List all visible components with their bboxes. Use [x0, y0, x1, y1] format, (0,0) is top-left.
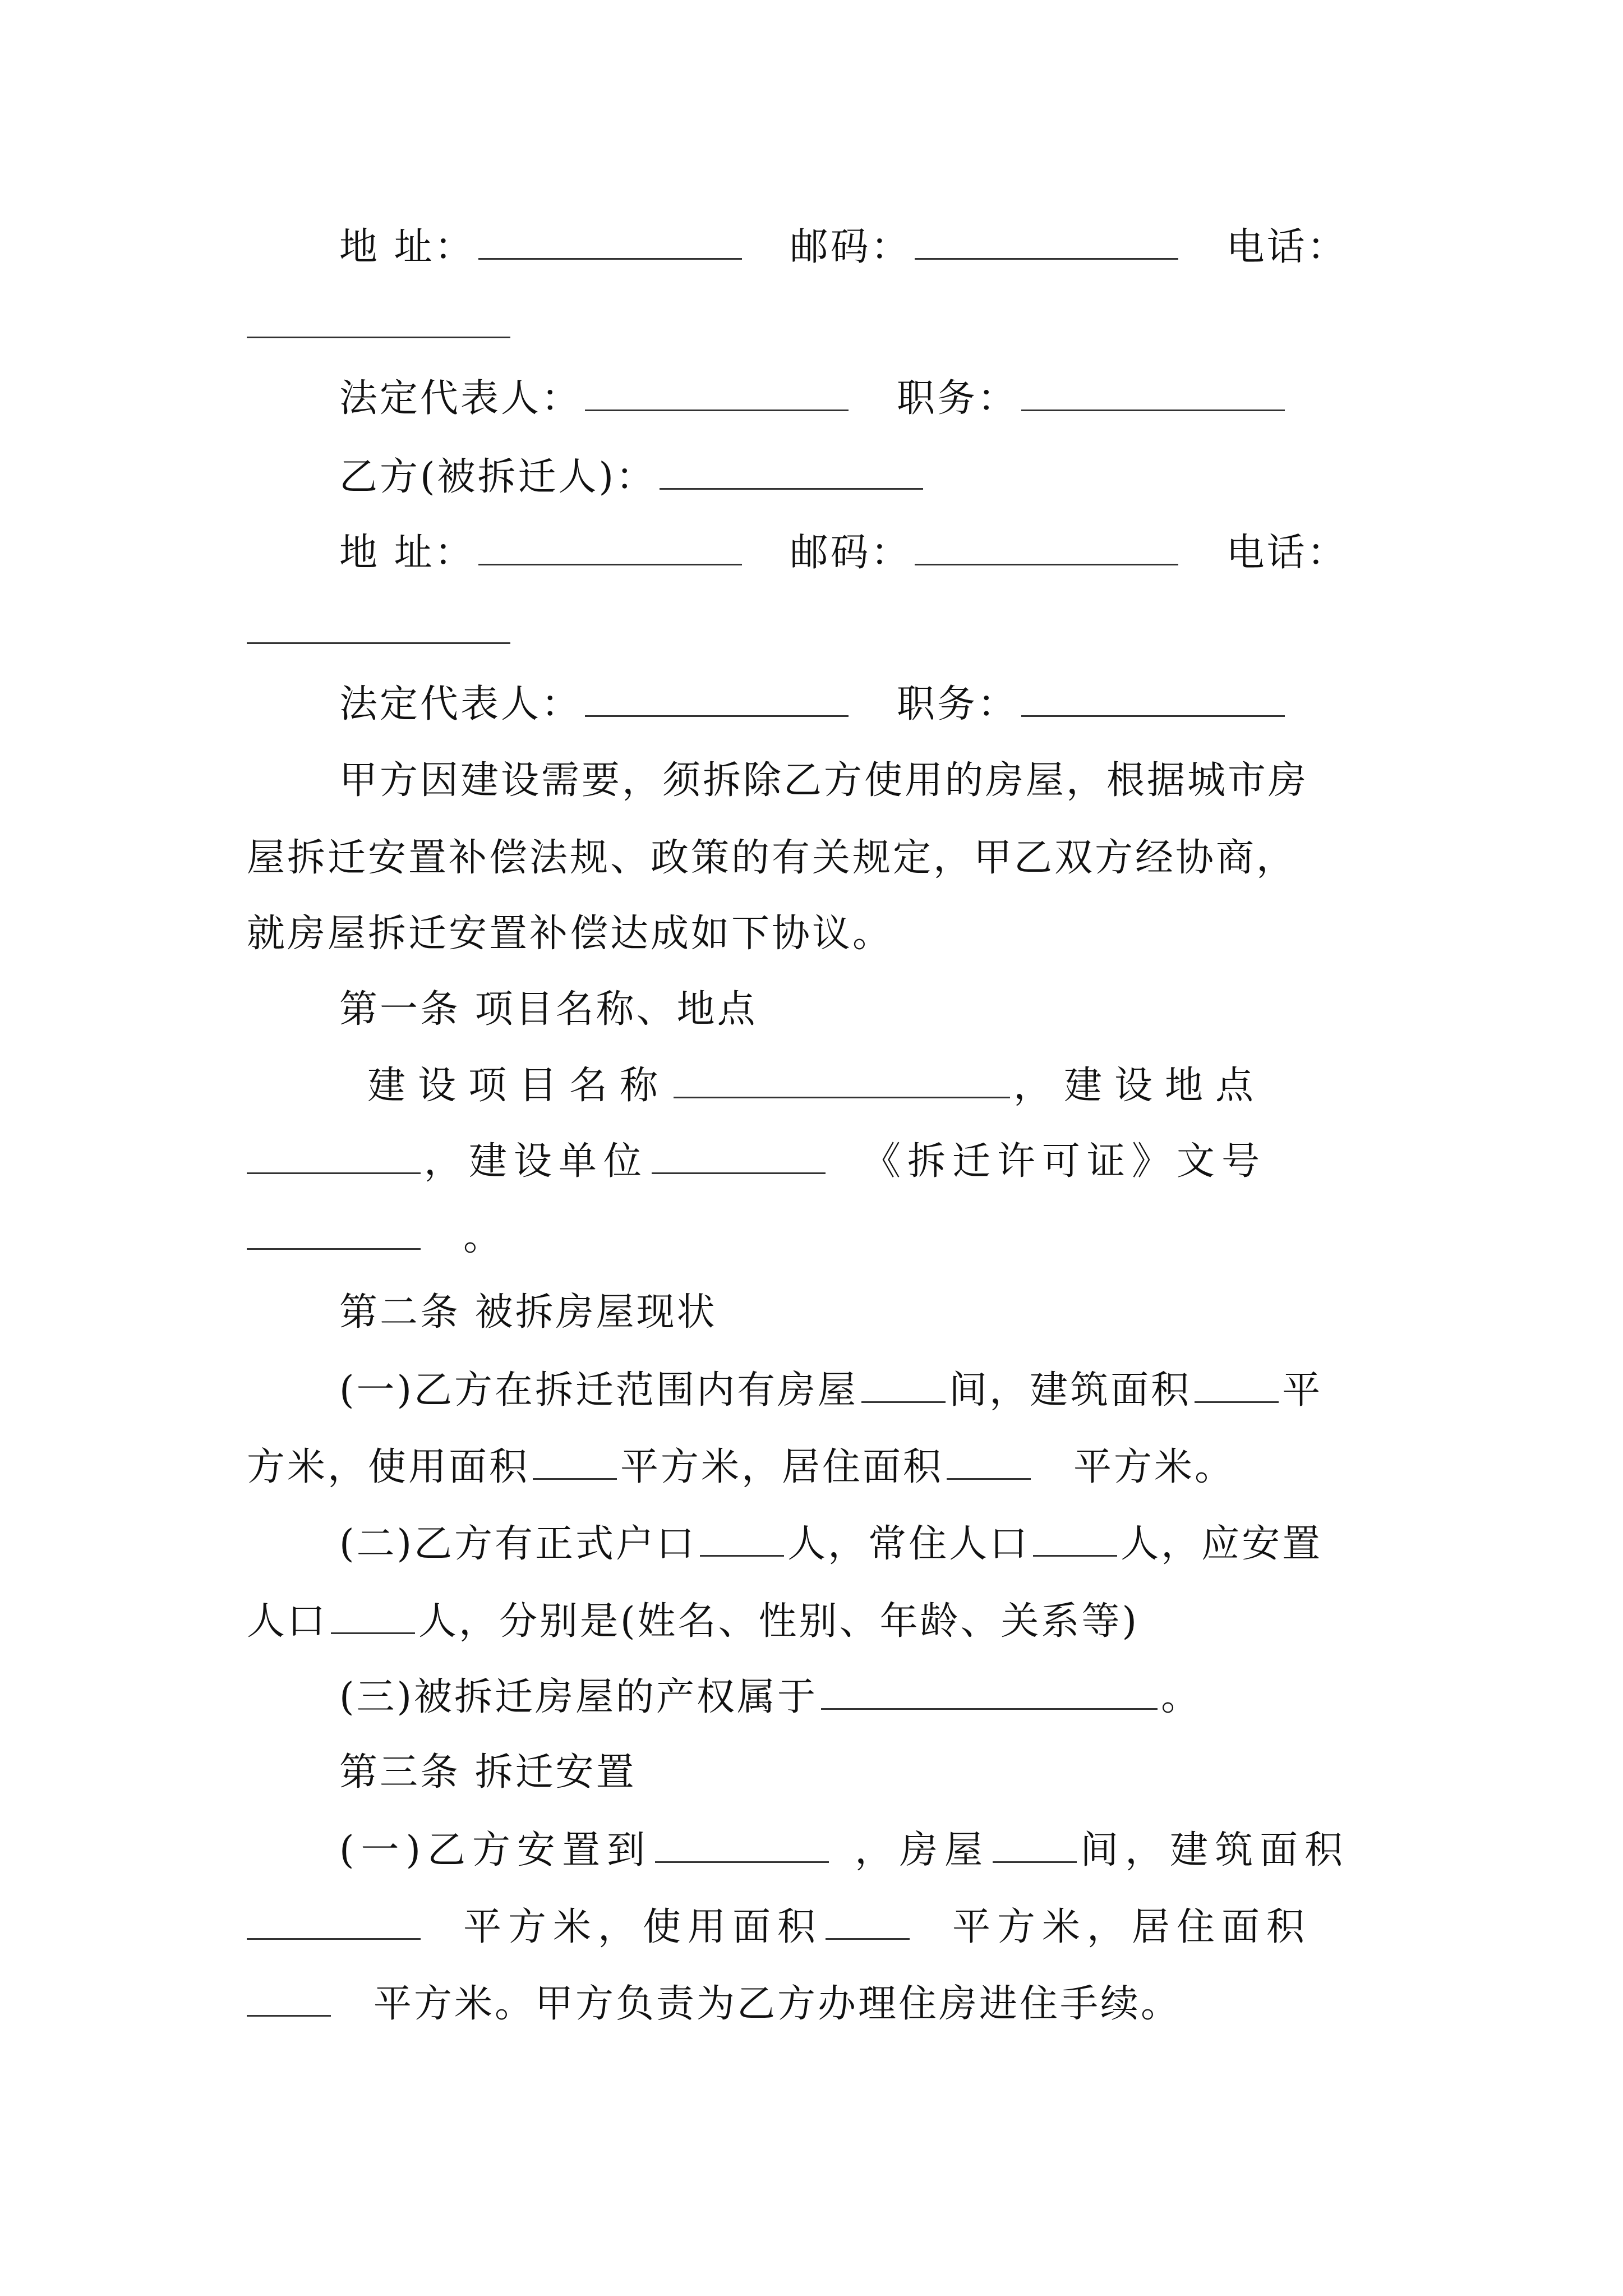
- registered-blank[interactable]: [700, 1521, 784, 1557]
- address-label: 地 址：: [339, 531, 475, 575]
- living-area-label: 平方米，居住面积: [620, 1445, 944, 1489]
- ownership-blank[interactable]: [821, 1674, 1158, 1710]
- party-b-address-line: [339, 530, 1478, 575]
- party-a-rep-line: [339, 376, 1478, 421]
- population-blank[interactable]: [331, 1599, 415, 1634]
- resettle-label: 人，应安置: [1121, 1522, 1323, 1566]
- article-3-line-2: [247, 1904, 1385, 1949]
- permit-label: 《拆迁许可证》文号: [863, 1139, 1267, 1184]
- living-area-label: 平方米，居住面积: [952, 1905, 1312, 1949]
- living-area-blank[interactable]: [947, 1444, 1031, 1480]
- intro-paragraph-line-2: 屋拆迁安置补偿法规、政策的有关规定，甲乙双方经协商，: [247, 836, 1297, 880]
- phone-blank[interactable]: [247, 642, 510, 644]
- postcode-blank[interactable]: [915, 224, 1178, 260]
- phone-blank[interactable]: [247, 337, 510, 338]
- article-1-line-3: [247, 1214, 1385, 1259]
- article-2-line-2: [247, 1444, 1385, 1489]
- article-3-heading: 第三条 拆迁安置: [339, 1750, 637, 1795]
- address-label: 地 址：: [339, 225, 475, 269]
- party-a-address-line: [339, 224, 1478, 269]
- legal-rep-blank[interactable]: [585, 682, 849, 717]
- article-2-line-4: [247, 1599, 1385, 1644]
- permit-number-blank[interactable]: [247, 1214, 421, 1250]
- article-3-line-3: [247, 1981, 1385, 2026]
- position-label: 职务：: [897, 376, 1018, 421]
- party-b-line: [339, 454, 1478, 499]
- address-blank[interactable]: [478, 224, 742, 260]
- intro-paragraph-line-3: 就房屋拆迁安置补偿达成如下协议。: [247, 912, 893, 956]
- usable-area-blank[interactable]: [826, 1904, 910, 1940]
- placement-label: (一)乙方安置到: [339, 1828, 652, 1872]
- placement-blank[interactable]: [655, 1828, 829, 1863]
- article-2-line-3: [339, 1521, 1478, 1566]
- phone-label: 电话：: [1226, 225, 1348, 269]
- house-label: ，房屋: [855, 1828, 990, 1872]
- location-label: ，建设地点: [1013, 1064, 1266, 1108]
- unit-label: 平: [1282, 1368, 1323, 1412]
- postcode-label: 邮码：: [790, 531, 911, 575]
- position-blank[interactable]: [1021, 682, 1285, 717]
- legal-rep-label: 法定代表人：: [339, 682, 582, 726]
- article-2-heading: 第二条 被拆房屋现状: [339, 1290, 717, 1335]
- usable-area-blank[interactable]: [533, 1444, 617, 1480]
- floor-area-label: 间，建筑面积: [1080, 1828, 1350, 1872]
- postcode-blank[interactable]: [915, 530, 1178, 565]
- location-blank[interactable]: [247, 1139, 421, 1174]
- article-1-line-1: [367, 1063, 1506, 1108]
- usable-area-label: 方米，使用面积: [247, 1445, 530, 1489]
- legal-rep-blank[interactable]: [585, 376, 849, 411]
- usable-area-label: 平方米，使用面积: [463, 1905, 823, 1949]
- legal-rep-label: 法定代表人：: [339, 376, 582, 421]
- floor-area-label: 间，建筑面积: [949, 1368, 1192, 1412]
- article-2-line-1: [339, 1368, 1478, 1412]
- period: 。: [463, 1215, 504, 1259]
- floor-area-blank[interactable]: [247, 1904, 421, 1940]
- ownership-label: (三)被拆迁房屋的产权属于: [339, 1675, 818, 1719]
- project-name-label: 建设项目名称: [367, 1064, 671, 1108]
- position-blank[interactable]: [1021, 376, 1285, 411]
- rooms-label: (一)乙方在拆迁范围内有房屋: [339, 1368, 859, 1412]
- details-label: 人，分别是(姓名、性别、年龄、关系等): [418, 1599, 1140, 1644]
- procedures-text: 平方米。甲方负责为乙方办理住房进住手续。: [374, 1982, 1182, 2026]
- article-3-line-1: [339, 1828, 1478, 1872]
- house-rooms-blank[interactable]: [993, 1828, 1077, 1863]
- position-label: 职务：: [897, 682, 1018, 726]
- article-1-heading: 第一条 项目名称、地点: [339, 987, 758, 1032]
- population-label: 人口: [247, 1599, 328, 1644]
- unit-label: 平方米。: [1073, 1445, 1235, 1489]
- party-b-blank[interactable]: [660, 454, 923, 490]
- phone-label: 电话：: [1226, 531, 1348, 575]
- party-b-label: 乙方(被拆迁人)：: [339, 455, 657, 499]
- postcode-label: 邮码：: [790, 225, 911, 269]
- builder-blank[interactable]: [652, 1139, 826, 1174]
- registered-label: (二)乙方有正式户口: [339, 1522, 697, 1566]
- article-2-line-5: [339, 1674, 1478, 1719]
- rooms-blank[interactable]: [861, 1368, 946, 1403]
- intro-paragraph-line-1: 甲方因建设需要，须拆除乙方使用的房屋，根据城市房: [339, 758, 1309, 803]
- address-blank[interactable]: [478, 530, 742, 565]
- party-b-rep-line: [339, 682, 1478, 726]
- resident-label: 人，常住人口: [787, 1522, 1030, 1566]
- period: 。: [1161, 1675, 1202, 1719]
- project-name-blank[interactable]: [674, 1063, 1010, 1098]
- builder-label: ，建设单位: [424, 1139, 649, 1184]
- resident-blank[interactable]: [1033, 1521, 1117, 1557]
- living-area-blank[interactable]: [247, 1981, 331, 2017]
- floor-area-blank[interactable]: [1195, 1368, 1279, 1403]
- article-1-line-2: [247, 1139, 1385, 1184]
